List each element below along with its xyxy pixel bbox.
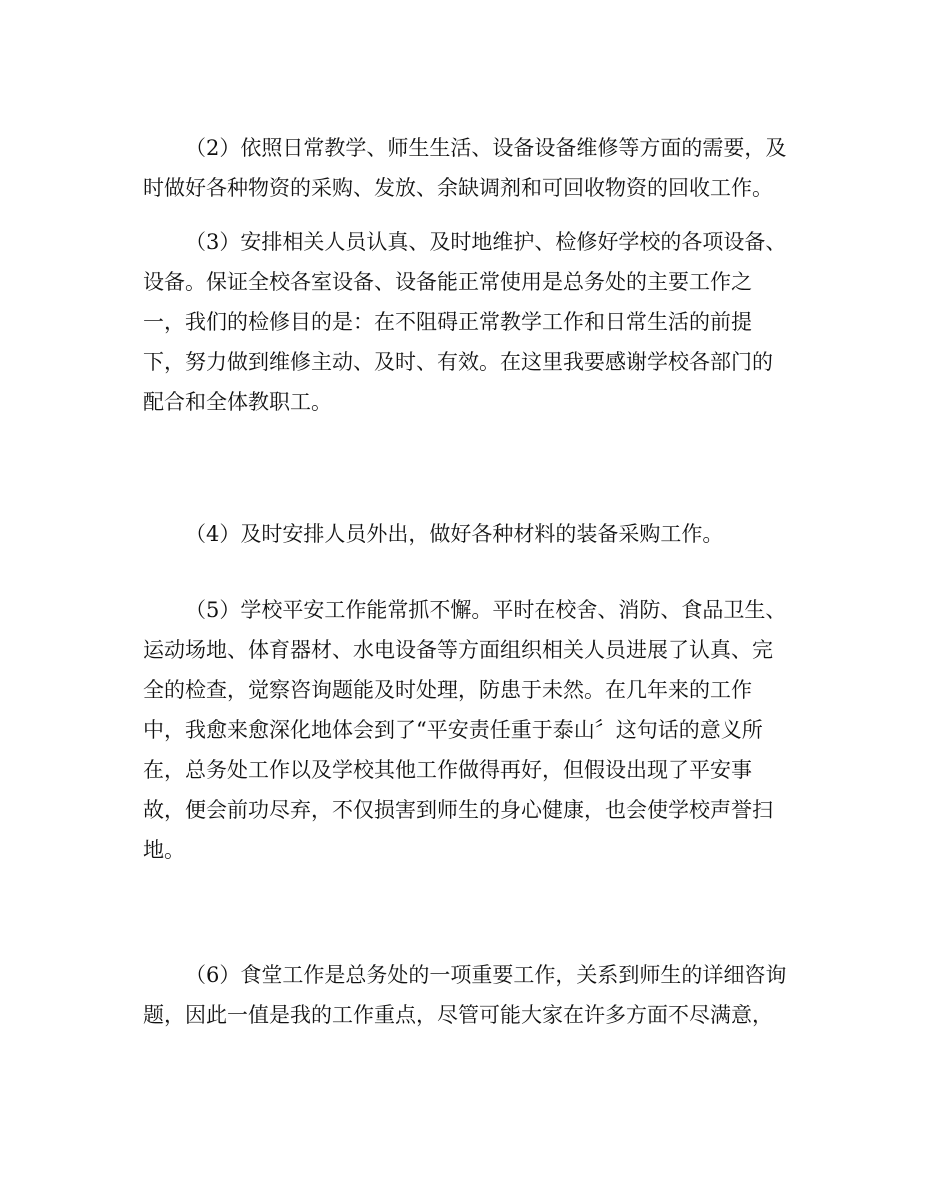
paragraph-line: 题，因此一值是我的工作重点，尽管可能大家在许多方面不尽满意， (143, 1003, 773, 1027)
paragraph-3 (143, 222, 813, 422)
paragraph-line: （2）依照日常教学、师生生活、设备设备维修等方面的需要，及 (185, 136, 787, 160)
paragraph-line: （3）安排相关人员认真、及时地维护、检修好学校的各项设备、 (185, 230, 787, 254)
paragraph-line: 配合和全体教职工。 (143, 390, 332, 414)
paragraph-line: 故，便会前功尽弃，不仅损害到师生的身心健康，也会使学校声誉扫 (143, 798, 773, 822)
paragraph-2 (143, 128, 813, 208)
paragraph-4 (143, 514, 813, 554)
paragraph-line: 一，我们的检修目的是：在不阻碍正常教学工作和日常生活的前提 (143, 310, 752, 334)
paragraph-line: 全的检查，觉察咨询题能及时处理，防患于未然。在几年来的工作 (143, 678, 752, 702)
paragraph-line: 时做好各种物资的采购、发放、余缺调剂和可回收物资的回收工作。 (143, 176, 773, 200)
paragraph-6 (143, 955, 813, 1035)
paragraph-line: 设备。保证全校各室设备、设备能正常使用是总务处的主要工作之 (143, 270, 752, 294)
paragraph-line: （5）学校平安工作能常抓不懈。平时在校舍、消防、食品卫生、 (185, 598, 787, 622)
paragraph-line: （6）食堂工作是总务处的一项重要工作，关系到师生的详细咨询 (185, 963, 787, 987)
paragraph-line: 中，我愈来愈深化地体会到了“平安责任重于泰山〞这句话的意义所 (143, 718, 763, 742)
paragraph-line: 在，总务处工作以及学校其他工作做得再好，但假设出现了平安事 (143, 758, 752, 782)
paragraph-line: 地。 (143, 838, 185, 862)
paragraph-line: 运动场地、体育器材、水电设备等方面组织相关人员进展了认真、完 (143, 638, 773, 662)
paragraph-5 (143, 590, 813, 870)
paragraph-line: （4）及时安排人员外出，做好各种材料的装备采购工作。 (185, 522, 724, 546)
paragraph-line: 下，努力做到维修主动、及时、有效。在这里我要感谢学校各部门的 (143, 350, 773, 374)
